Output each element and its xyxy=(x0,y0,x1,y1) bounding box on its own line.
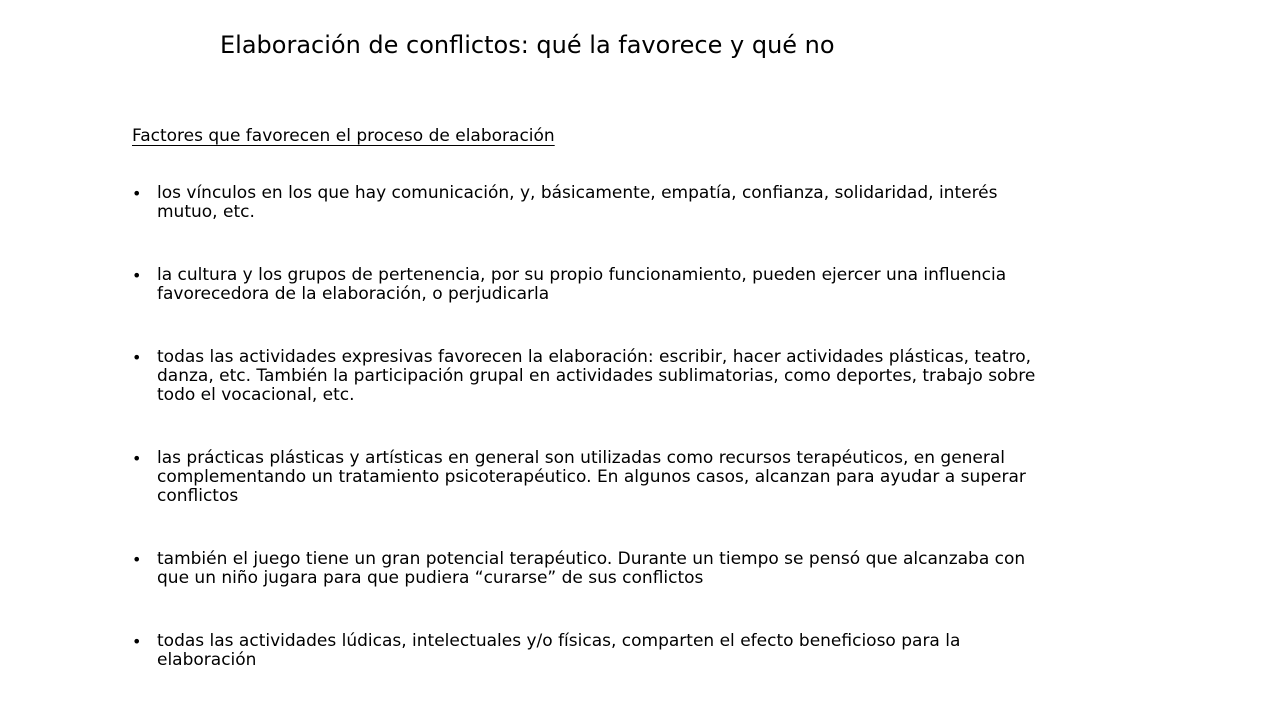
section-subtitle: Factores que favorecen el proceso de elaboración xyxy=(132,126,555,146)
bullet-text: todas las actividades expresivas favorecen la elaboración: escribir, hacer actividades plásticas, teatro, danza, etc. También la participación grupal en actividades sublimatorias, como deportes, trabajo sobre todo el vocacional, etc. xyxy=(157,347,1036,405)
bullet-text: la cultura y los grupos de pertenencia, por su propio funcionamiento, pueden ejercer una influencia favorecedora de la elaboración, o perjudicarla xyxy=(157,265,1007,304)
bullet-text: los vínculos en los que hay comunicación, y, básicamente, empatía, confianza, solidaridad, interés mutuo, etc. xyxy=(157,183,998,222)
bullet-marker: • xyxy=(132,184,142,203)
bullet-item xyxy=(132,184,1052,222)
slide-title: Elaboración de conflictos: qué la favorece y qué no xyxy=(220,31,835,59)
bullet-marker: • xyxy=(132,348,142,367)
bullet-item xyxy=(132,449,1052,506)
bullet-marker: • xyxy=(132,266,142,285)
bullet-item xyxy=(132,266,1052,304)
bullet-item xyxy=(132,348,1052,405)
bullet-marker: • xyxy=(132,550,142,569)
bullet-item xyxy=(132,550,1052,588)
bullet-marker: • xyxy=(132,632,142,651)
bullet-list xyxy=(132,184,1052,670)
bullet-item xyxy=(132,632,1052,670)
bullet-text: las prácticas plásticas y artísticas en general son utilizadas como recursos terapéuticos, en general complementando un tratamiento psicoterapéutico. En algunos casos, alcanzan para ayudar a superar conflictos xyxy=(157,448,1026,506)
bullet-text: todas las actividades lúdicas, intelectuales y/o físicas, comparten el efecto beneficioso para la elaboración xyxy=(157,631,961,670)
bullet-marker: • xyxy=(132,449,142,468)
bullet-text: también el juego tiene un gran potencial terapéutico. Durante un tiempo se pensó que alcanzaba con que un niño jugara para que pudiera “curarse” de sus conflictos xyxy=(157,549,1026,588)
